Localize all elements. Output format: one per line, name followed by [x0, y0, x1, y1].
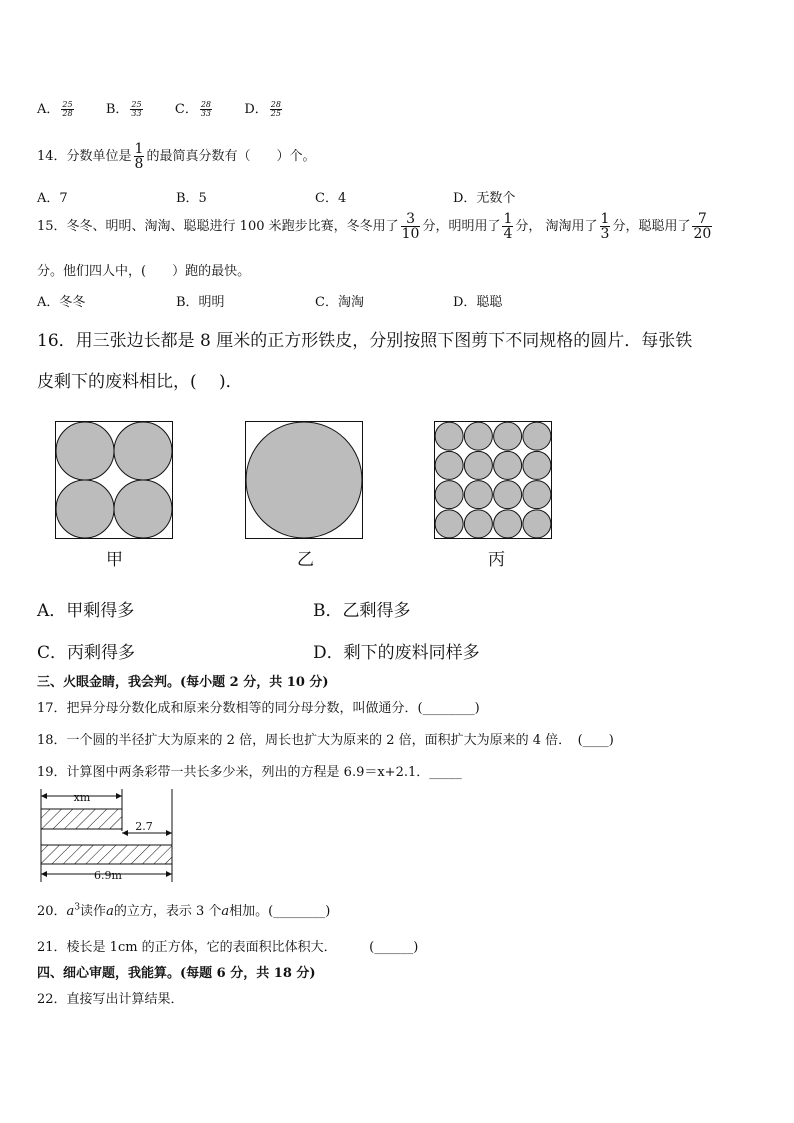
q13-option-b: B． $\frac{25}{33}$	[105, 100, 142, 118]
small-circle	[494, 510, 522, 538]
fraction: $\frac{7}{20}$	[693, 211, 712, 242]
figure-bing	[434, 421, 554, 541]
section-3-heading: 三、火眼金睛，我会判。(每小题 2 分，共 10 分)	[37, 675, 329, 690]
fraction: $\frac{1}{4}$	[503, 211, 513, 242]
small-circle	[435, 481, 463, 509]
label-2-7: 2.7	[135, 820, 153, 833]
fraction: $\frac{25}{33}$	[131, 100, 142, 118]
q16-option-d: D．剩下的废料同样多	[313, 643, 480, 663]
small-circle	[494, 481, 522, 509]
small-circle	[464, 422, 492, 450]
fraction: $\frac{28}{33}$	[200, 100, 212, 118]
q19-ribbon-diagram	[38, 787, 178, 884]
q19-statement: 19．计算图中两条彩带一共长多少米，列出的方程是 6.9＝x+2.1．_____	[37, 765, 462, 780]
figure-label-yi: 乙	[297, 550, 314, 570]
q16-option-c: C．丙剩得多	[37, 643, 136, 663]
fraction: $\frac{25}{28}$	[62, 100, 73, 118]
fraction: $\frac{28}{25}$	[270, 100, 281, 118]
small-circle	[494, 451, 522, 479]
small-circle	[523, 510, 551, 538]
q14-option-b: B．5	[176, 191, 207, 206]
q13-options	[37, 98, 284, 118]
small-circle	[435, 510, 463, 538]
fraction: $\frac{1}{8}$	[134, 141, 144, 172]
small-circle	[464, 451, 492, 479]
q16-stem-line2: 皮剩下的废料相比，( )．	[37, 372, 243, 392]
small-circle	[464, 510, 492, 538]
q16-option-b: B．乙剩得多	[313, 601, 411, 621]
q18-statement: 18．一个圆的半径扩大为原来的 2 倍，周长也扩大为原来的 2 倍，面积扩大为原来的 4 倍． (____)	[37, 733, 614, 748]
q15-option-b: B．明明	[176, 295, 225, 310]
q22-statement: 22．直接写出计算结果．	[37, 992, 184, 1007]
small-circle	[464, 481, 492, 509]
q16-option-a: A．甲剩得多	[37, 601, 135, 621]
fraction: $\frac{3}{10}$	[401, 211, 420, 242]
label-6-9m: 6.9m	[94, 869, 122, 882]
q14-option-d: D．无数个	[453, 191, 516, 206]
small-circle	[523, 451, 551, 479]
q13-option-c: C． $\frac{28}{33}$	[174, 100, 212, 118]
label-xm: xm	[73, 791, 91, 804]
small-circle	[435, 451, 463, 479]
small-circle	[523, 422, 551, 450]
small-circle	[494, 422, 522, 450]
figure-jia	[55, 421, 175, 541]
q15-stem-line1: 15．冬冬、明明、淘淘、聪聪进行 100 米跑步比赛，冬冬用了 $\frac{3}{10}$ 分，明明用了 $\frac{1}{4}$ 分， 淘淘用了 $\frac{1}{3}$ 分，聪聪用了 $\frac{7}{20}$	[37, 211, 712, 242]
q21-statement: 21．棱长是 1cm 的正方体，它的表面积比体积大． (______)	[37, 940, 419, 955]
q15-option-a: A．冬冬	[37, 295, 86, 310]
q20-statement: 20．$a^3$读作a的立方，表示 3 个a相加。(________)	[37, 902, 331, 919]
q14-option-a: A．7	[37, 191, 68, 206]
small-circle	[523, 481, 551, 509]
q14-option-c: C．4	[315, 191, 347, 206]
q15-stem-line2: 分。他们四人中，( ）跑的最快。	[37, 264, 251, 279]
q15-option-c: C．淘淘	[315, 295, 364, 310]
q13-option-a: A． $\frac{25}{28}$	[37, 100, 73, 118]
q17-statement: 17．把异分母分数化成和原来分数相等的同分母分数，叫做通分．(________)	[37, 701, 480, 716]
q15-option-d: D．聪聪	[453, 295, 503, 310]
q13-option-d: D． $\frac{28}{25}$	[244, 100, 281, 118]
q14-stem: 14．分数单位是 $\frac{1}{8}$ 的最简真分数有（ ）个。	[37, 141, 316, 172]
figure-label-bing: 丙	[488, 550, 505, 570]
fraction: $\frac{1}{3}$	[600, 211, 610, 242]
section-4-heading: 四、细心审题，我能算。(每题 6 分，共 18 分)	[37, 966, 316, 981]
q16-stem-line1: 16．用三张边长都是 8 厘米的正方形铁皮，分别按照下图剪下不同规格的圆片．每张铁	[37, 331, 693, 351]
figure-yi	[245, 421, 365, 541]
figure-label-jia: 甲	[106, 550, 123, 570]
small-circle	[435, 422, 463, 450]
